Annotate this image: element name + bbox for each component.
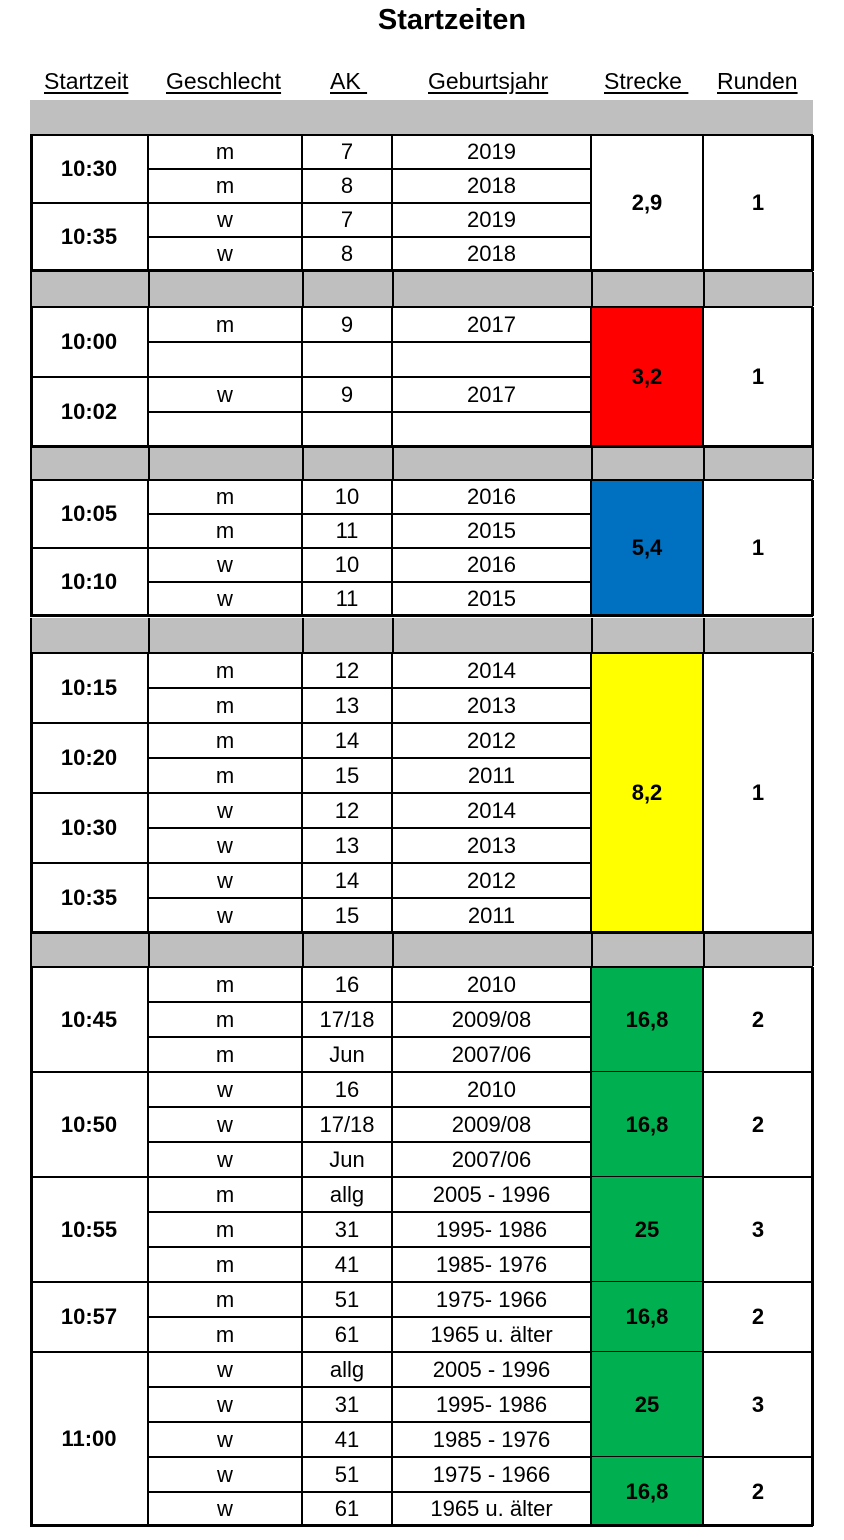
strecke-cell: 16,8 <box>591 1457 703 1526</box>
grid-line <box>30 932 32 966</box>
geburtsjahr-cell: 1985 - 1976 <box>432 1426 551 1452</box>
geschlecht-cell: m <box>215 762 235 788</box>
ak-cell: 15 <box>334 902 360 928</box>
grid-line <box>301 480 303 616</box>
separator-bar <box>392 272 591 306</box>
ak-cell: 14 <box>334 727 360 753</box>
strecke-cell: 5,4 <box>591 480 703 616</box>
geschlecht-cell: w <box>217 1146 233 1172</box>
grid-line <box>301 653 303 933</box>
grid-line <box>590 480 592 616</box>
geschlecht-cell: w <box>217 832 233 858</box>
startzeit-cell: 10:00 <box>60 329 118 354</box>
separator-bar <box>30 272 148 306</box>
ak-cell: 61 <box>334 1321 360 1347</box>
grid-line <box>391 307 393 447</box>
geschlecht-cell: m <box>215 1006 235 1032</box>
grid-line <box>702 480 704 616</box>
geschlecht-cell <box>148 342 302 377</box>
grid-line <box>147 653 149 933</box>
strecke-cell: 25 <box>591 1177 703 1282</box>
geburtsjahr-cell: 2007/06 <box>451 1041 532 1067</box>
grid-line <box>302 272 304 306</box>
grid-line <box>391 653 393 933</box>
geschlecht-cell: m <box>215 311 235 337</box>
grid-line <box>301 967 303 1526</box>
startzeit-cell: 10:02 <box>60 399 118 424</box>
geschlecht-cell: w <box>217 797 233 823</box>
runden-cell: 3 <box>751 1391 765 1417</box>
grid-line <box>147 307 149 447</box>
geburtsjahr-cell: 2010 <box>467 971 516 997</box>
startzeit-cell: 10:50 <box>60 1111 118 1137</box>
startzeit-cell: 10:30 <box>60 156 118 181</box>
strecke-cell: 2,9 <box>591 135 703 271</box>
geburtsjahr-cell: 2012 <box>467 727 516 753</box>
geburtsjahr-cell: 1965 u. älter <box>430 1321 553 1347</box>
startzeit-cell: 10:20 <box>60 745 118 770</box>
geburtsjahr-cell: 2015 <box>467 518 516 543</box>
grid-line <box>30 652 813 654</box>
strecke-cell: 3,2 <box>591 307 703 447</box>
geschlecht-cell: m <box>215 1321 235 1347</box>
ak-cell: 61 <box>334 1496 360 1521</box>
runden-cell: 2 <box>751 1304 765 1329</box>
grid-line <box>811 135 814 271</box>
geburtsjahr-cell: 1985- 1976 <box>435 1251 548 1277</box>
startzeit-cell: 10:57 <box>60 1304 118 1329</box>
ak-cell: 9 <box>340 311 354 337</box>
runden-cell: 1 <box>751 364 765 389</box>
startzeit-cell: 10:55 <box>60 1216 118 1242</box>
grid-line <box>590 307 592 447</box>
ak-cell: Jun <box>329 1146 365 1172</box>
separator-bar <box>591 618 703 652</box>
grid-line <box>392 618 394 652</box>
runden-cell: 2 <box>751 1006 765 1032</box>
ak-cell: 9 <box>340 381 354 407</box>
grid-line <box>703 618 705 652</box>
separator-bar <box>703 445 813 479</box>
ak-cell: 7 <box>340 139 354 164</box>
page-title: Startzeiten <box>377 4 527 36</box>
grid-line <box>30 306 813 308</box>
grid-line <box>30 307 33 447</box>
geburtsjahr-cell: 1965 u. älter <box>430 1496 553 1521</box>
geschlecht-cell: w <box>217 1111 233 1137</box>
geschlecht-cell: w <box>217 241 233 266</box>
separator-bar <box>302 932 392 966</box>
geschlecht-cell: m <box>215 692 235 718</box>
grid-line <box>812 932 814 966</box>
grid-line <box>30 479 813 481</box>
grid-line <box>591 272 593 306</box>
grid-line <box>148 618 150 652</box>
geburtsjahr-cell: 1995- 1986 <box>435 1216 548 1242</box>
runden-cell: 1 <box>751 190 765 215</box>
grid-line <box>812 272 814 306</box>
ak-cell: 41 <box>334 1426 360 1452</box>
grid-line <box>702 653 704 933</box>
separator-bar <box>703 932 813 966</box>
geschlecht-cell: m <box>215 1216 235 1242</box>
ak-cell: 14 <box>334 867 360 893</box>
separator-bar <box>703 272 813 306</box>
ak-cell: 10 <box>334 484 360 509</box>
geburtsjahr-cell: 1995- 1986 <box>435 1391 548 1417</box>
geburtsjahr-cell: 2013 <box>467 692 516 718</box>
ak-cell: 17/18 <box>319 1111 375 1137</box>
geburtsjahr-cell: 2009/08 <box>451 1111 532 1137</box>
ak-cell: 16 <box>334 971 360 997</box>
geschlecht-cell: m <box>215 173 235 198</box>
geburtsjahr-cell: 2015 <box>467 586 516 611</box>
grid-line <box>30 618 32 652</box>
separator-bar <box>392 932 591 966</box>
ak-cell: 51 <box>334 1461 360 1487</box>
ak-cell: 51 <box>334 1286 360 1312</box>
separator-bar <box>591 272 703 306</box>
geschlecht-cell: w <box>217 1076 233 1102</box>
separator-bar <box>302 445 392 479</box>
separator-bar <box>392 618 591 652</box>
strecke-cell: 8,2 <box>591 653 703 933</box>
geschlecht-cell: w <box>217 902 233 928</box>
geschlecht-cell: w <box>217 552 233 577</box>
startzeit-cell: 10:05 <box>60 501 118 526</box>
geschlecht-cell: w <box>217 1461 233 1487</box>
geschlecht-cell: w <box>217 1426 233 1452</box>
geschlecht-cell: m <box>215 484 235 509</box>
startzeit-cell: 10:15 <box>60 675 118 700</box>
separator-bar <box>591 932 703 966</box>
grid-line <box>391 967 393 1526</box>
grid-line <box>30 445 813 448</box>
header-runden: Runden <box>717 68 798 94</box>
geschlecht-cell: m <box>215 1181 235 1207</box>
ak-cell: 17/18 <box>319 1006 375 1032</box>
geschlecht-cell: m <box>215 1041 235 1067</box>
ak-cell: allg <box>329 1181 365 1207</box>
header-ak: AK <box>330 68 368 94</box>
geburtsjahr-cell: 2018 <box>467 241 516 266</box>
geschlecht-cell: m <box>215 657 235 683</box>
grid-line <box>30 1524 813 1527</box>
grid-line <box>392 445 394 479</box>
geburtsjahr-cell: 1975 - 1966 <box>432 1461 551 1487</box>
header-strecke: Strecke <box>604 68 689 94</box>
geburtsjahr-cell: 2019 <box>467 139 516 164</box>
grid-line <box>811 307 814 447</box>
grid-line <box>703 445 705 479</box>
geburtsjahr-cell: 2009/08 <box>451 1006 532 1032</box>
ak-cell: 13 <box>334 832 360 858</box>
geschlecht-cell: w <box>217 867 233 893</box>
grid-line <box>30 269 813 272</box>
ak-cell: 8 <box>340 241 354 266</box>
strecke-cell: 25 <box>591 1352 703 1457</box>
grid-line <box>147 480 149 616</box>
grid-line <box>590 967 592 1526</box>
grid-line <box>147 135 149 271</box>
grid-line <box>703 272 705 306</box>
geburtsjahr-cell: 2012 <box>467 867 516 893</box>
grid-line <box>702 135 704 271</box>
geschlecht-cell: w <box>217 207 233 232</box>
grid-line <box>147 967 149 1526</box>
separator-bar <box>392 445 591 479</box>
ak-cell: 31 <box>334 1391 360 1417</box>
grid-line <box>590 135 592 271</box>
runden-cell: 3 <box>751 1216 765 1242</box>
ak-cell: 12 <box>334 797 360 823</box>
ak-cell: 31 <box>334 1216 360 1242</box>
geburtsjahr-cell: 2016 <box>467 484 516 509</box>
geburtsjahr-cell <box>392 412 591 447</box>
separator-bar <box>148 618 302 652</box>
ak-cell: 7 <box>340 207 354 232</box>
ak-cell: 13 <box>334 692 360 718</box>
separator-bar <box>148 272 302 306</box>
geburtsjahr-cell: 2019 <box>467 207 516 232</box>
grid-line <box>811 653 814 933</box>
grid-line <box>391 480 393 616</box>
geschlecht-cell: m <box>215 1286 235 1312</box>
ak-cell: 10 <box>334 552 360 577</box>
startzeit-cell: 10:10 <box>60 569 118 594</box>
grid-line <box>30 480 33 616</box>
geburtsjahr-cell: 2010 <box>467 1076 516 1102</box>
separator-bar <box>703 618 813 652</box>
grid-line <box>591 445 593 479</box>
ak-cell <box>302 412 392 447</box>
geburtsjahr-cell: 2013 <box>467 832 516 858</box>
grid-line <box>702 307 704 447</box>
geburtsjahr-cell: 2018 <box>467 173 516 198</box>
separator-bar <box>30 445 148 479</box>
ak-cell: 11 <box>335 518 359 543</box>
geschlecht-cell <box>148 412 302 447</box>
grid-line <box>30 931 813 934</box>
separator-bar <box>30 100 813 134</box>
grid-line <box>148 932 150 966</box>
geburtsjahr-cell: 2007/06 <box>451 1146 532 1172</box>
separator-bar <box>302 272 392 306</box>
grid-line <box>392 932 394 966</box>
runden-cell: 2 <box>751 1111 765 1137</box>
geschlecht-cell: m <box>215 139 235 164</box>
geschlecht-cell: m <box>215 518 235 543</box>
geburtsjahr-cell <box>392 342 591 377</box>
ak-cell <box>302 342 392 377</box>
grid-line <box>812 445 814 479</box>
startzeit-cell: 11:00 <box>61 1426 117 1451</box>
grid-line <box>30 614 813 617</box>
strecke-cell: 16,8 <box>591 1072 703 1177</box>
grid-line <box>811 967 814 1526</box>
geschlecht-cell: m <box>215 971 235 997</box>
geburtsjahr-cell: 2005 - 1996 <box>432 1356 551 1382</box>
grid-line <box>591 932 593 966</box>
startzeit-cell: 10:35 <box>60 885 118 910</box>
startzeit-cell: 10:30 <box>60 815 118 840</box>
grid-line <box>591 618 593 652</box>
runden-cell: 2 <box>751 1478 765 1504</box>
grid-line <box>590 653 592 933</box>
grid-line <box>30 135 33 271</box>
separator-bar <box>30 618 148 652</box>
runden-cell: 1 <box>751 535 765 560</box>
separator-bar <box>30 932 148 966</box>
separator-bar <box>591 445 703 479</box>
grid-line <box>30 134 813 136</box>
grid-line <box>392 272 394 306</box>
startzeit-cell: 10:35 <box>60 224 118 249</box>
geschlecht-cell: w <box>217 1356 233 1382</box>
grid-line <box>391 135 393 271</box>
geburtsjahr-cell: 2011 <box>467 762 516 788</box>
startzeit-cell: 10:45 <box>60 1006 118 1032</box>
ak-cell: 41 <box>334 1251 360 1277</box>
grid-line <box>30 445 32 479</box>
header-geburtsjahr: Geburtsjahr <box>428 68 549 94</box>
strecke-cell: 16,8 <box>591 967 703 1072</box>
ak-cell: 11 <box>335 586 359 611</box>
geschlecht-cell: w <box>217 1391 233 1417</box>
geburtsjahr-cell: 2011 <box>467 902 516 928</box>
grid-line <box>302 932 304 966</box>
grid-line <box>811 480 814 616</box>
geschlecht-cell: m <box>215 727 235 753</box>
geschlecht-cell: w <box>217 1496 233 1521</box>
ak-cell: 15 <box>334 762 360 788</box>
geburtsjahr-cell: 2016 <box>467 552 516 577</box>
grid-line <box>302 618 304 652</box>
grid-line <box>301 307 303 447</box>
geburtsjahr-cell: 2005 - 1996 <box>432 1181 551 1207</box>
geburtsjahr-cell: 2017 <box>467 381 516 407</box>
grid-line <box>702 967 704 1526</box>
grid-line <box>148 445 150 479</box>
ak-cell: 8 <box>340 173 354 198</box>
ak-cell: 16 <box>334 1076 360 1102</box>
grid-line <box>301 135 303 271</box>
grid-line <box>30 967 33 1526</box>
geburtsjahr-cell: 2014 <box>467 797 516 823</box>
runden-cell: 1 <box>751 780 765 805</box>
separator-bar <box>302 618 392 652</box>
geschlecht-cell: m <box>215 1251 235 1277</box>
grid-line <box>30 272 32 306</box>
ak-cell: 12 <box>334 657 360 683</box>
geburtsjahr-cell: 2017 <box>467 311 516 337</box>
geburtsjahr-cell: 1975- 1966 <box>435 1286 548 1312</box>
header-geschlecht: Geschlecht <box>166 68 282 94</box>
geburtsjahr-cell: 2014 <box>467 657 516 683</box>
separator-bar <box>148 932 302 966</box>
geschlecht-cell: w <box>217 381 233 407</box>
ak-cell: allg <box>329 1356 365 1382</box>
grid-line <box>30 966 813 968</box>
separator-bar <box>148 445 302 479</box>
grid-line <box>812 618 814 652</box>
grid-line <box>148 272 150 306</box>
grid-line <box>30 653 33 933</box>
geschlecht-cell: w <box>217 586 233 611</box>
header-startzeit: Startzeit <box>44 68 129 94</box>
grid-line <box>703 932 705 966</box>
ak-cell: Jun <box>329 1041 365 1067</box>
grid-line <box>302 445 304 479</box>
strecke-cell: 16,8 <box>591 1282 703 1352</box>
